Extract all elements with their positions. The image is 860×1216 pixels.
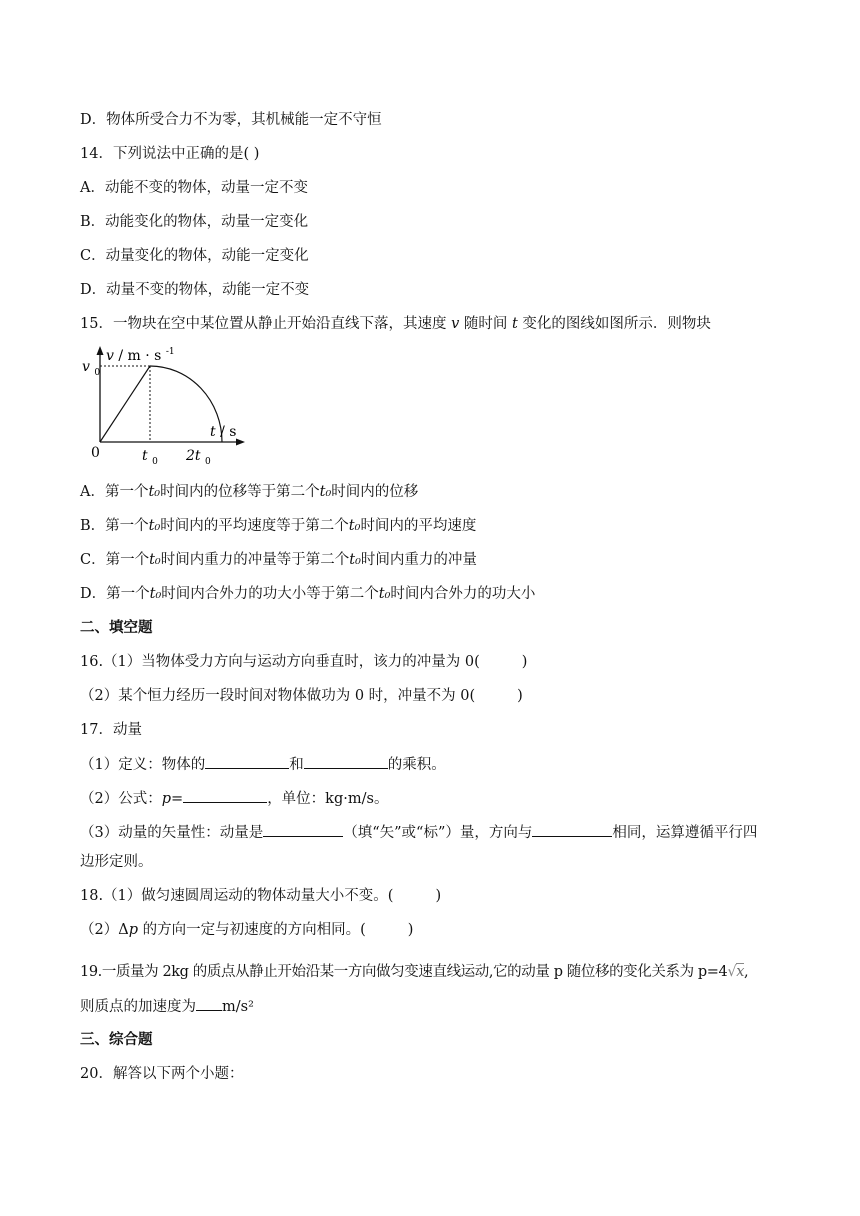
t0-symbol: t₀ (148, 484, 161, 500)
q19-text-a: 19.一质量为 2kg 的质点从静止开始沿某一方向做匀变速直线运动,它的动量 p 随位移的变化关系为 p=4 (80, 964, 728, 980)
q15-text-1: 15．一物块在空中某位置从静止开始沿直线下落，其速度 (80, 316, 447, 332)
q15-b-text-3: 时间内的平均速度 (360, 518, 477, 534)
q17-part-3-continued: 边形定则。 (80, 854, 153, 870)
sqrt-radicand: x (736, 964, 744, 980)
y-axis-arrow (97, 346, 104, 355)
t0-symbol: t₀ (319, 484, 332, 500)
q19-text-b: 则质点的加速度为 (80, 999, 196, 1015)
q18-1-text: 18.（1）做匀速圆周运动的物体动量大小不变。( (80, 888, 394, 904)
q15-a-text-1: A．第一个 (80, 484, 149, 500)
question-20: 20．解答以下两个小题： (80, 1066, 244, 1082)
q17-part-2 (80, 788, 388, 809)
question-17: 17．动量 (80, 722, 142, 738)
q18-1-close: ) (435, 888, 442, 904)
q15-a-text-3: 时间内的位移 (331, 484, 419, 500)
q15-option-a (80, 482, 418, 502)
q14-option-c: C．动量变化的物体，动能一定变化 (80, 248, 309, 264)
q17-3-text-c: 相同，运算遵循平行四 (612, 825, 758, 841)
q16-1-close: ) (521, 654, 528, 670)
t0-main: t (142, 448, 148, 464)
v0-main: v (82, 359, 90, 375)
q15-v: v (451, 316, 460, 332)
q19-unit: m/s² (222, 999, 254, 1015)
q13-option-d: D．物体所受合力不为零，其机械能一定不守恒 (80, 112, 382, 128)
section-comprehensive-heading: 三、综合题 (80, 1031, 153, 1048)
q15-c-text-1: C．第一个 (80, 552, 150, 568)
2t0-main: 2t (186, 448, 201, 464)
q14-option-d: D．动量不变的物体，动能一定不变 (80, 282, 310, 298)
q16-2-close: ) (517, 688, 523, 704)
t0-axis-label (142, 448, 158, 464)
y-label-unit: / m · s (118, 348, 162, 364)
q17-3-text-b: （填“矢”或“标”）量，方向与 (343, 825, 533, 841)
q17-3-text-a: （3）动量的矢量性：动量是 (80, 825, 264, 841)
y-axis-label (106, 347, 175, 364)
q14-option-a: A．动能不变的物体，动量一定不变 (80, 180, 308, 196)
blank-line[interactable] (263, 822, 343, 837)
p-symbol: p (128, 922, 138, 938)
question-18-part-1 (80, 886, 441, 906)
q15-text-3: 变化的图线如图所示．则物块 (522, 316, 711, 332)
q17-part-3 (80, 822, 757, 843)
t0-symbol: t₀ (349, 552, 361, 568)
q15-d-text-3: 时间内合外力的功大小 (390, 586, 536, 602)
2t0-sub: 0 (205, 457, 211, 464)
blank-line[interactable] (304, 754, 388, 769)
q15-text-2: 随时间 (463, 316, 508, 332)
q19-comma: , (743, 964, 749, 980)
2t0-axis-label (185, 448, 211, 464)
x-label-t: t (210, 424, 216, 440)
q17-2-text-a: （2）公式： (80, 791, 162, 807)
q15-c-text-2: 时间内重力的冲量等于第二个 (160, 552, 350, 568)
q17-2-text-c: ，单位：kg·m/s。 (267, 791, 389, 807)
v0-sub: 0 (94, 368, 101, 378)
question-19-continued (80, 996, 254, 1017)
t0-symbol: t₀ (378, 586, 391, 602)
q16-2-text: （2）某个恒力经历一段时间对物体做功为 0 时，冲量不为 0( (80, 688, 476, 704)
blank-line[interactable] (196, 996, 222, 1011)
q15-option-b (80, 516, 476, 536)
t0-symbol: t₀ (149, 586, 162, 602)
q15-option-d (80, 584, 535, 604)
t0-symbol: t₀ (148, 518, 161, 534)
blank-line[interactable] (205, 754, 289, 769)
sqrt-icon: √ (727, 964, 737, 980)
q15-d-text-2: 时间内合外力的功大小等于第二个 (161, 586, 379, 602)
blank-line[interactable] (532, 822, 612, 837)
x-label-unit: / s (220, 424, 237, 440)
t0-symbol: t₀ (149, 552, 161, 568)
q17-part-1 (80, 754, 446, 775)
y-label-v: v (106, 348, 114, 364)
q16-1-text: 16.（1）当物体受力方向与运动方向垂直时，该力的冲量为 0( (80, 654, 480, 670)
q14-option-b: B．动能变化的物体，动量一定变化 (80, 214, 309, 230)
blank-line[interactable] (183, 788, 267, 803)
origin-label: 0 (91, 445, 100, 461)
q15-a-text-2: 时间内的位移等于第二个 (160, 484, 320, 500)
q15-t: t (511, 316, 518, 332)
x-axis-arrow (236, 439, 245, 446)
q15-c-text-3: 时间内重力的冲量 (360, 552, 477, 568)
q18-2-text-a: （2）Δ (80, 922, 129, 938)
q17-1-text-b: 和 (289, 757, 304, 773)
q18-2-close: ) (407, 922, 414, 938)
q15-b-text-2: 时间内的平均速度等于第二个 (160, 518, 349, 534)
question-15 (80, 314, 711, 334)
q17-1-text-c: 的乘积。 (387, 757, 446, 773)
question-18-part-2 (80, 920, 413, 940)
q15-b-text-1: B．第一个 (80, 518, 149, 534)
question-16-part-2 (80, 686, 523, 706)
section-fill-in-heading: 二、填空题 (80, 619, 153, 636)
p-symbol: p (161, 791, 172, 807)
q17-1-text-a: （1）定义：物体的 (80, 757, 206, 773)
q18-2-text-b: 的方向一定与初速度的方向相同。( (138, 922, 366, 938)
accelerating-segment (100, 366, 150, 442)
equals-sign: = (171, 791, 184, 807)
question-19 (80, 962, 748, 982)
question-16-part-1 (80, 652, 527, 672)
velocity-time-graph (80, 344, 250, 464)
y-label-exp: -1 (165, 347, 175, 357)
question-14: 14．下列说法中正确的是( ) (80, 146, 260, 162)
v0-label (82, 359, 100, 378)
q15-d-text-1: D．第一个 (80, 586, 150, 602)
t0-symbol: t₀ (348, 518, 361, 534)
t0-sub: 0 (152, 457, 158, 464)
x-axis-label (210, 424, 236, 440)
q15-option-c (80, 550, 477, 570)
